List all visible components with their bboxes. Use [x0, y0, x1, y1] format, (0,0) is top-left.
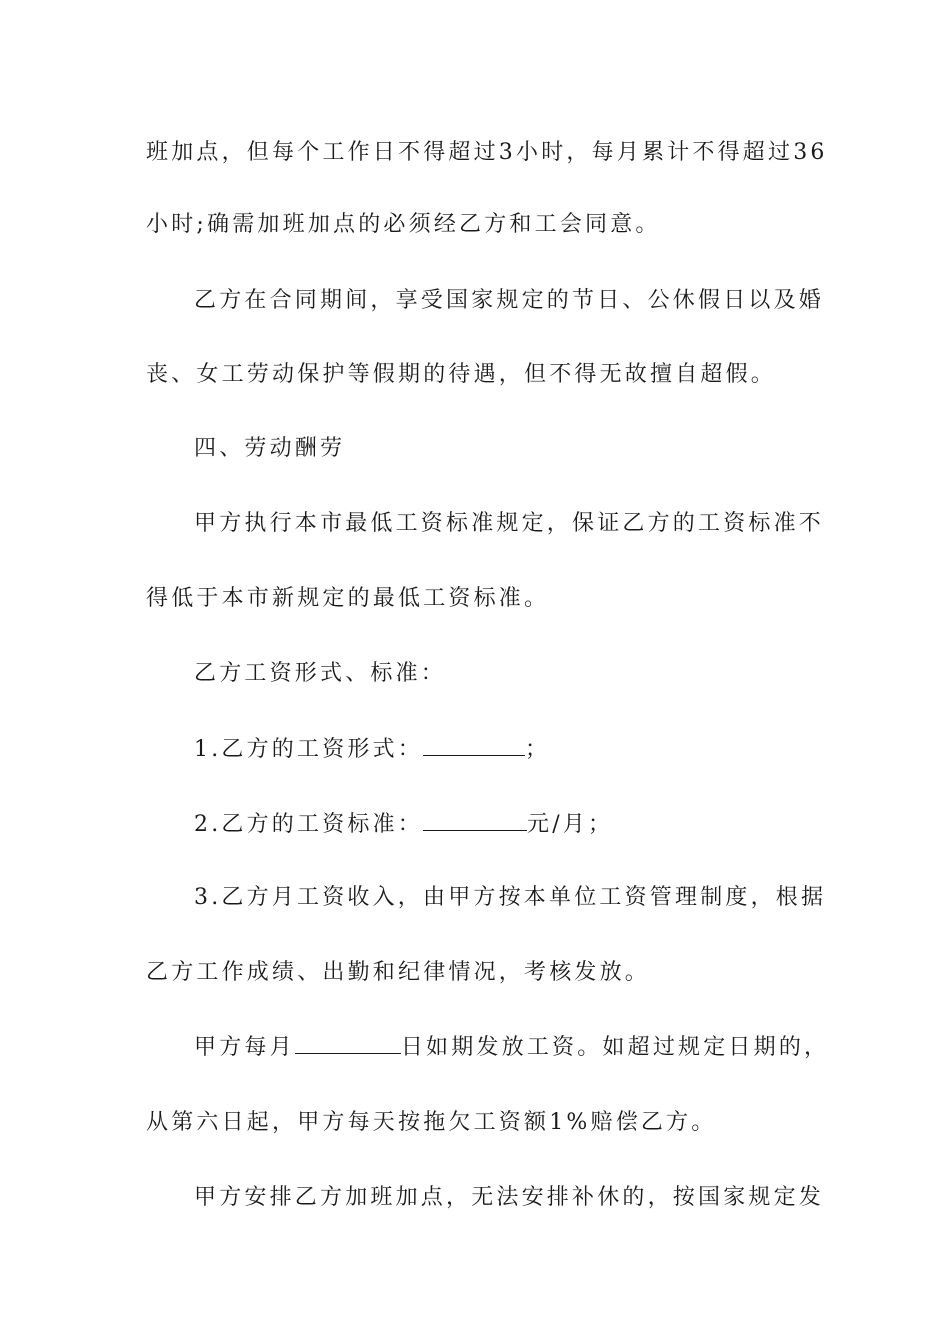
line-text: 3.乙方月工资收入，由甲方按本单位工资管理制度，根据 — [194, 885, 827, 910]
wage-standard-line — [194, 810, 864, 840]
wage-form-suffix: ； — [525, 737, 551, 762]
section-heading-text: 四、劳动酬劳 — [194, 436, 346, 461]
paragraph-line — [194, 509, 825, 539]
line-text: 甲方安排乙方加班加点，无法安排补休的，按国家规定发 — [194, 1185, 825, 1210]
line-text: 乙方在合同期间，享受国家规定的节日、公休假日以及婚 — [194, 288, 825, 313]
paragraph-line — [146, 210, 816, 240]
line-text: 丧、女工劳动保护等假期的待遇，但不得无故擅自超假。 — [146, 362, 777, 387]
wage-form-label: 1.乙方的工资形式： — [194, 737, 423, 762]
payday-line — [194, 1033, 864, 1063]
line-text: 乙方工作成绩、出勤和纪律情况，考核发放。 — [146, 960, 651, 985]
line-text: 班加点，但每个工作日不得超过3小时，每月累计不得超过36 — [146, 140, 828, 165]
wage-standard-blank[interactable] — [423, 810, 527, 831]
paragraph-line — [194, 286, 825, 316]
payday-blank[interactable] — [295, 1033, 401, 1054]
line-text: 从第六日起，甲方每天按拖欠工资额1%赔偿乙方。 — [146, 1110, 717, 1135]
payday-suffix: 日如期发放工资。如超过规定日期的， — [400, 1035, 830, 1060]
paragraph-line — [146, 138, 828, 168]
paragraph-line — [146, 1108, 816, 1138]
line-text: 小时;确需加班加点的必须经乙方和工会同意。 — [146, 212, 661, 237]
section-heading — [194, 434, 864, 464]
line-text: 乙方工资形式、标准： — [194, 661, 447, 686]
wage-standard-label: 2.乙方的工资标准： — [194, 812, 423, 837]
paragraph-line — [194, 883, 827, 913]
paragraph-line — [194, 659, 864, 689]
wage-form-blank[interactable] — [423, 735, 525, 756]
paragraph-line — [194, 1183, 825, 1213]
paragraph-line — [146, 958, 816, 988]
paragraph-line — [146, 360, 816, 390]
wage-standard-suffix: 元/月； — [527, 812, 614, 837]
paragraph-line — [146, 584, 816, 614]
payday-prefix: 甲方每月 — [194, 1035, 295, 1060]
line-text: 甲方执行本市最低工资标准规定，保证乙方的工资标准不 — [194, 511, 825, 536]
line-text: 得低于本市新规定的最低工资标准。 — [146, 586, 550, 611]
wage-form-line — [194, 735, 864, 765]
